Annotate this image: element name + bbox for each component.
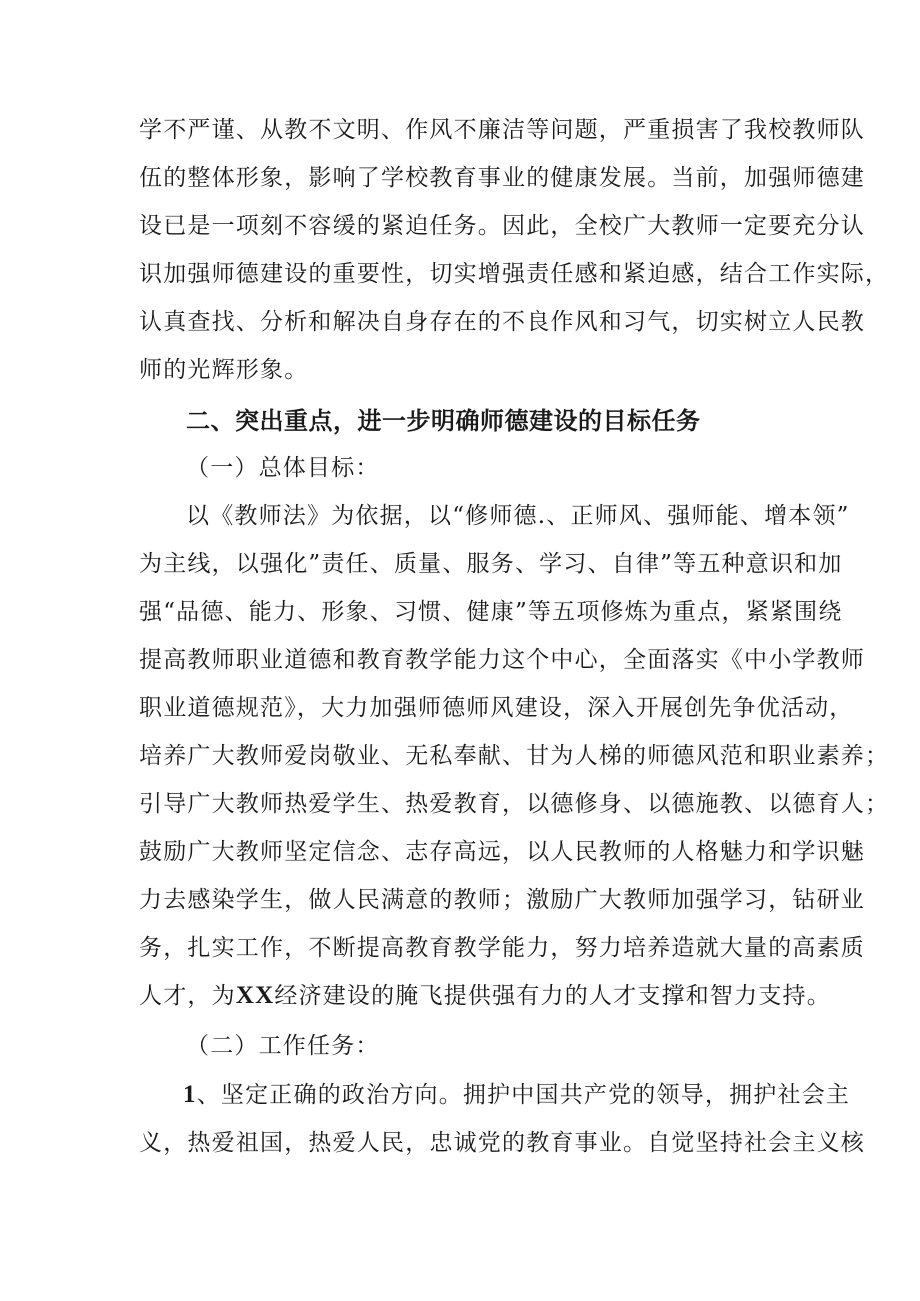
text-line: 认真查找、分析和解决自身存在的不良作风和习气，切实树立人民教	[139, 309, 865, 335]
text-line: 鼓励广大教师坚定信念、志存高远，以人民教师的人格魅力和学识魅	[139, 839, 865, 865]
text-line: 识加强师德建设的重要性，切实增强责任感和紧迫感，结合工作实际，	[139, 261, 890, 287]
region-placeholder: XX	[235, 982, 275, 1009]
text-line	[183, 1080, 850, 1110]
text-line: 学不严谨、从教不文明、作风不廉洁等问题，严重损害了我校教师队	[139, 117, 865, 143]
text-line: 设已是一项刻不容缓的紧迫任务。因此，全校广大教师一定要充分认	[139, 213, 865, 239]
text-segment: 、坚定正确的政治方向。拥护中国共产党的领导，拥护社会主	[196, 1082, 851, 1108]
text-segment: 经济建设的腌飞提供强有力的人才支撑和智力支持。	[274, 983, 831, 1009]
section-heading: 二、突出重点，进一步明确师德建设的目标任务	[186, 407, 701, 435]
text-line	[139, 981, 831, 1011]
text-line: 伍的整体形象，影响了学校教育事业的健康发展。当前，加强师德建	[139, 165, 865, 191]
text-line: 引导广大教师热爱学生、热爱教育，以德修身、以德施教、以德育人；	[139, 791, 890, 817]
text-line: 务，扎实工作，不断提高教育教学能力，努力培养造就大量的高素质	[139, 935, 865, 961]
text-line: 为主线，以强化”责任、质量、服务、学习、自律”等五种意识和加	[139, 551, 843, 577]
text-line: 提高教师职业道德和教育教学能力这个中心，全面落实《中小学教师	[139, 647, 865, 673]
text-line: 义，热爱祖国，热爱人民，忠诚党的教育事业。自觉坚持社会主义核	[139, 1130, 865, 1156]
text-line: 职业道德规范》，大力加强师德师风建设，深入开展创先争优活动，	[139, 695, 854, 721]
text-line: 培养广大教师爱岗敬业、无私奉献、甘为人梯的师德风范和职业素养；	[139, 743, 890, 769]
subsection-title: （一）总体目标：	[186, 455, 380, 481]
item-number: 1	[183, 1081, 197, 1108]
text-line: 师的光辉形象。	[139, 357, 309, 383]
text-line: 以《教师法》为依据，以“修师德.、正师风、强师能、增本领”	[186, 503, 850, 529]
subsection-title: （二）工作任务：	[186, 1033, 380, 1059]
text-segment: 人才，为	[139, 983, 236, 1009]
text-line: 强“品德、能力、形象、习惯、健康”等五项修炼为重点，紧紧围绕	[139, 599, 843, 625]
text-line: 力去感染学生，做人民满意的教师；激励广大教师加强学习，钻研业	[139, 887, 865, 913]
